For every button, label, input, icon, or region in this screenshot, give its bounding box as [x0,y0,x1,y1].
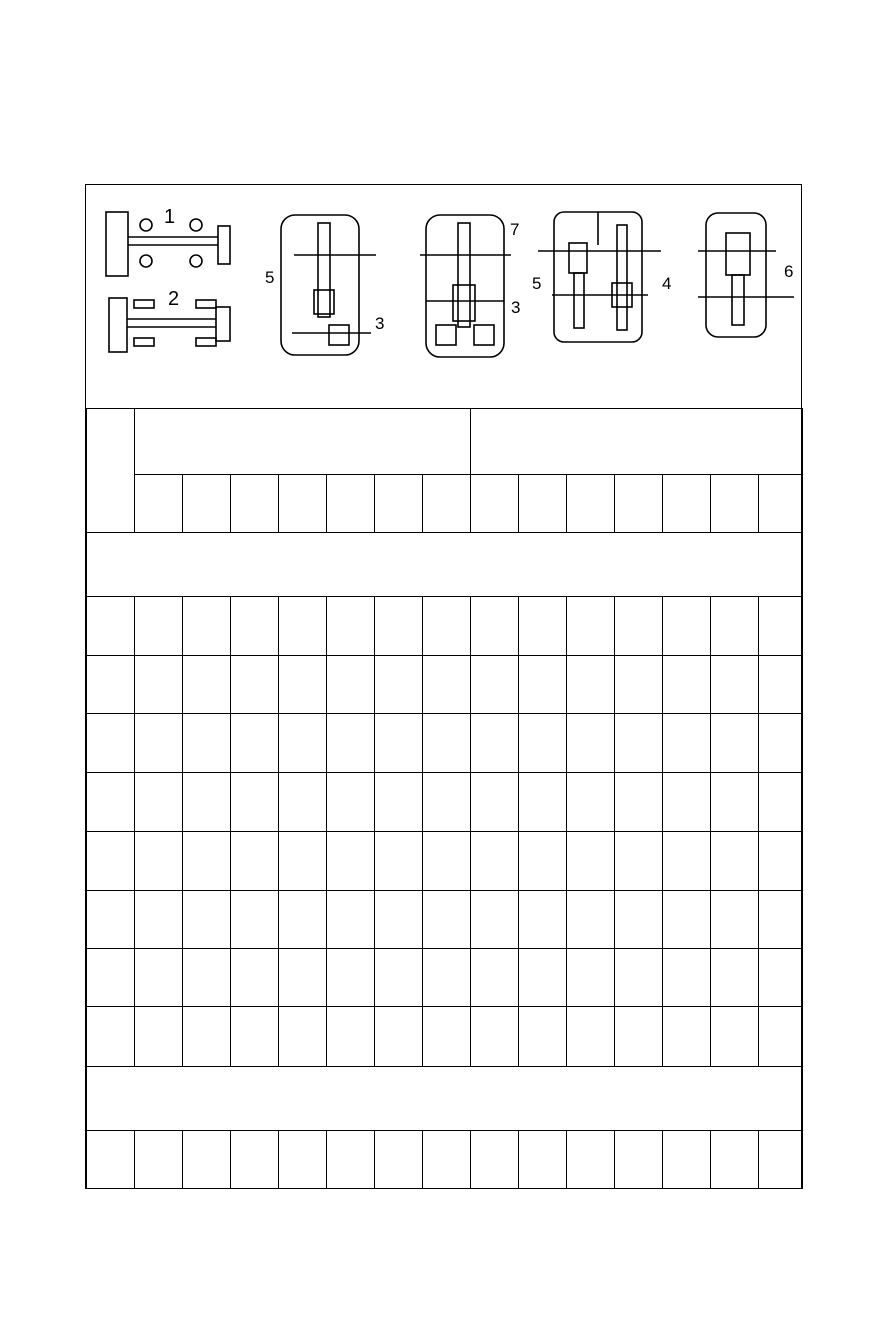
figure-label-2: 2 [168,288,180,310]
table-row [87,1131,803,1189]
data-grid [86,408,803,1189]
table-cell [711,475,759,533]
table-cell [567,475,615,533]
figure-label-5b: 5 [532,274,542,293]
table-cell [279,475,327,533]
figure-label-4: 4 [662,274,672,293]
group-header-right [471,409,803,475]
gearbox-scheme-c [538,212,661,342]
table-row [87,656,803,714]
gearbox-scheme-d [698,213,794,337]
table-row [87,597,803,656]
table-row [87,949,803,1007]
table-cell [375,475,423,533]
table-cell [423,475,471,533]
table-cell [519,475,567,533]
table-cell [327,475,375,533]
section-row [87,533,803,597]
gearbox-schematics [86,185,801,408]
table-cell [183,475,231,533]
gearbox-scheme-b [420,215,511,357]
figure-label-6: 6 [784,262,794,281]
figure-label-1: 1 [164,206,176,228]
figure-label-5a: 5 [265,268,275,287]
figure-label-3a: 3 [375,314,385,333]
table-cell [135,475,183,533]
shaft-diagram [106,212,230,352]
table-cell [231,475,279,533]
table-cell [759,475,803,533]
worksheet [85,184,802,1189]
table-row [87,1007,803,1067]
group-header-left [135,409,471,475]
table-row [87,832,803,891]
table-row [87,891,803,949]
table-cell [663,475,711,533]
table-cell [615,475,663,533]
section-row [87,1067,803,1131]
corner-cell [87,409,135,533]
table-row [87,714,803,773]
gearbox-scheme-a [281,215,376,355]
figure-label-7: 7 [510,220,520,239]
schematic-drawings [86,185,802,408]
figure-label-3b: 3 [511,298,521,317]
table-cell [471,475,519,533]
table-row [87,773,803,832]
